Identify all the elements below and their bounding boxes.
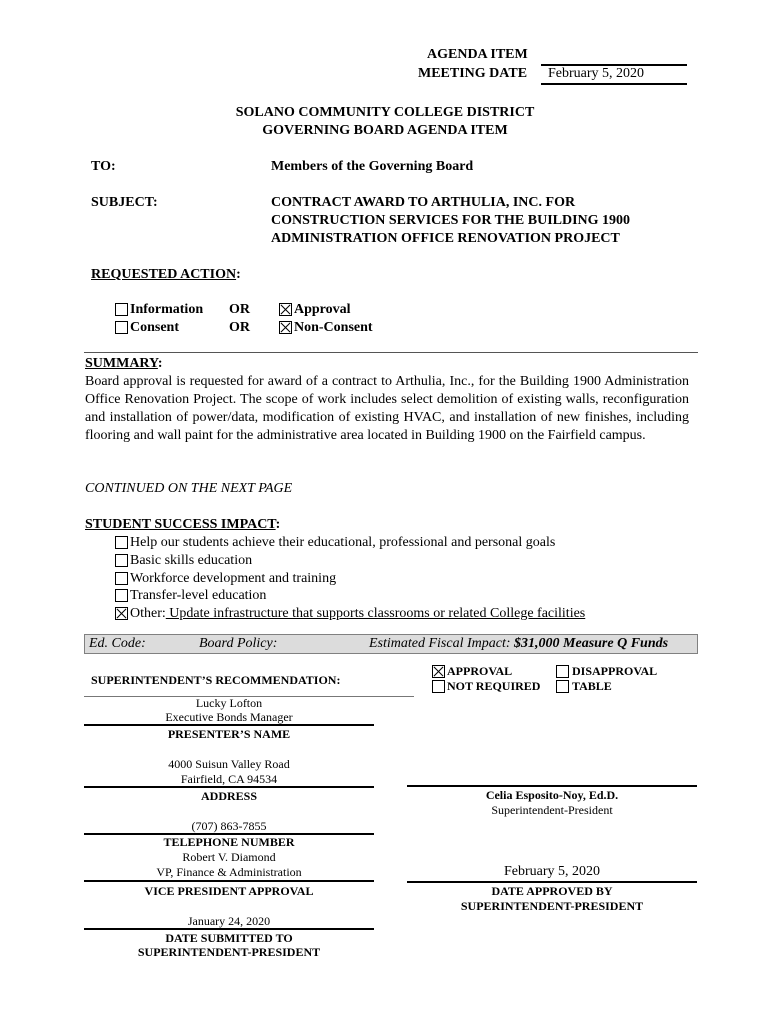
rec-disapproval-checkbox[interactable] bbox=[556, 665, 569, 678]
approval-label: Approval bbox=[294, 302, 351, 317]
information-checkbox[interactable] bbox=[115, 303, 128, 316]
address-line-1: 4000 Suisun Valley Road bbox=[168, 757, 290, 771]
continued-note: CONTINUED ON THE NEXT PAGE bbox=[85, 481, 293, 496]
non-consent-label: Non-Consent bbox=[294, 320, 373, 335]
vp-label: VICE PRESIDENT APPROVAL bbox=[144, 884, 314, 898]
goal-checkbox-3[interactable] bbox=[115, 572, 128, 585]
district-title: SOLANO COMMUNITY COLLEGE DISTRICT bbox=[235, 105, 535, 120]
consent-checkbox[interactable] bbox=[115, 321, 128, 334]
goal-label-3: Workforce development and training bbox=[130, 571, 337, 586]
summary-text: Board approval is requested for award of a contract to Arthulia, Inc., for the Building 1900 Administration Office Renovation Project. The scope of work includes select demolition of existing walls, reconfiguration and installation of power/data, modification of existing HVAC, and installation of new finishes, including flooring and wall paint for the administrative area located in Building 1900 on the Fairfield campus. bbox=[85, 374, 689, 443]
summary-colon: : bbox=[157, 356, 163, 371]
non-consent-checkbox[interactable] bbox=[279, 321, 292, 334]
to-value: Members of the Governing Board bbox=[271, 159, 474, 174]
address-line-2: Fairfield, CA 94534 bbox=[180, 772, 278, 786]
address-underline bbox=[84, 786, 374, 788]
address-label: ADDRESS bbox=[200, 789, 257, 803]
goal-label-1: Help our students achieve their educational, professional and personal goals bbox=[130, 535, 556, 550]
approval-checkbox[interactable] bbox=[279, 303, 292, 316]
goal-checkbox-other[interactable] bbox=[115, 607, 128, 620]
agenda-title: GOVERNING BOARD AGENDA ITEM bbox=[262, 123, 508, 138]
rec-not-required-checkbox[interactable] bbox=[432, 680, 445, 693]
meeting-date-value: February 5, 2020 bbox=[548, 66, 645, 81]
presenter-label: PRESENTER’S NAME bbox=[167, 727, 291, 741]
presenter-title: Executive Bonds Manager bbox=[165, 710, 293, 724]
superintendent-signature-line bbox=[407, 785, 697, 787]
other-goal bbox=[130, 606, 585, 622]
submitted-underline bbox=[84, 928, 374, 930]
or-label-1: OR bbox=[229, 302, 250, 317]
vp-title: VP, Finance & Administration bbox=[156, 865, 302, 879]
approved-label-2: SUPERINTENDENT-PRESIDENT bbox=[460, 899, 644, 913]
student-success-heading bbox=[85, 517, 280, 533]
rec-approval-label: APPROVAL bbox=[447, 664, 513, 678]
to-label: TO: bbox=[91, 159, 116, 174]
meeting-date-label: MEETING DATE bbox=[418, 66, 528, 81]
goal-checkbox-2[interactable] bbox=[115, 554, 128, 567]
other-text: Update infrastructure that supports classrooms or related College facilities bbox=[165, 606, 586, 621]
fiscal-impact-value: $31,000 Measure Q Funds bbox=[514, 636, 669, 651]
goal-label-2: Basic skills education bbox=[130, 553, 253, 568]
approved-date: February 5, 2020 bbox=[503, 864, 601, 879]
requested-action-label: REQUESTED ACTION bbox=[91, 267, 237, 282]
rec-table-label: TABLE bbox=[572, 679, 612, 693]
superintendent-title: Superintendent-President bbox=[491, 803, 613, 817]
rec-approval-checkbox[interactable] bbox=[432, 665, 445, 678]
submitted-date: January 24, 2020 bbox=[187, 914, 271, 928]
board-policy-label: Board Policy: bbox=[199, 636, 278, 651]
student-success-colon: : bbox=[275, 517, 281, 532]
subject-line-3: ADMINISTRATION OFFICE RENOVATION PROJECT bbox=[271, 231, 620, 246]
presenter-name: Lucky Lofton bbox=[195, 696, 263, 710]
submitted-label-2: SUPERINTENDENT-PRESIDENT bbox=[137, 945, 321, 959]
ed-code-label: Ed. Code: bbox=[89, 636, 146, 651]
or-label-2: OR bbox=[229, 320, 250, 335]
rec-disapproval-label: DISAPPROVAL bbox=[572, 664, 658, 678]
rec-table-checkbox[interactable] bbox=[556, 680, 569, 693]
other-label: Other: bbox=[130, 606, 166, 621]
approved-label-1: DATE APPROVED BY bbox=[491, 884, 613, 898]
phone-value: (707) 863-7855 bbox=[191, 819, 267, 833]
goal-checkbox-1[interactable] bbox=[115, 536, 128, 549]
presenter-underline bbox=[84, 724, 374, 726]
phone-label: TELEPHONE NUMBER bbox=[163, 835, 295, 849]
subject-line-1: CONTRACT AWARD TO ARTHULIA, INC. FOR bbox=[271, 195, 576, 210]
vp-name: Robert V. Diamond bbox=[182, 850, 276, 864]
subject-label: SUBJECT: bbox=[91, 195, 158, 210]
requested-action-heading bbox=[91, 267, 241, 283]
consent-label: Consent bbox=[130, 320, 180, 335]
recommendation-label: SUPERINTENDENT’S RECOMMENDATION: bbox=[91, 673, 341, 687]
meeting-date-underline bbox=[541, 83, 687, 85]
student-success-label: STUDENT SUCCESS IMPACT bbox=[85, 517, 276, 532]
fiscal-impact-label: Estimated Fiscal Impact: bbox=[369, 636, 515, 651]
fiscal-impact bbox=[369, 636, 668, 652]
requested-action-colon: : bbox=[236, 267, 241, 282]
subject-line-2: CONSTRUCTION SERVICES FOR THE BUILDING 1900 bbox=[271, 213, 631, 228]
rec-not-required-label: NOT REQUIRED bbox=[447, 679, 541, 693]
summary-heading bbox=[85, 356, 163, 372]
agenda-item-label: AGENDA ITEM bbox=[427, 47, 528, 62]
goal-checkbox-4[interactable] bbox=[115, 589, 128, 602]
approved-date-underline bbox=[407, 881, 697, 883]
summary-label: SUMMARY bbox=[85, 356, 158, 371]
section-divider bbox=[84, 352, 698, 353]
information-label: Information bbox=[130, 302, 204, 317]
goal-label-4: Transfer-level education bbox=[130, 588, 267, 603]
submitted-label-1: DATE SUBMITTED TO bbox=[165, 931, 293, 945]
superintendent-name: Celia Esposito-Noy, Ed.D. bbox=[485, 788, 619, 802]
vp-underline bbox=[84, 880, 374, 882]
